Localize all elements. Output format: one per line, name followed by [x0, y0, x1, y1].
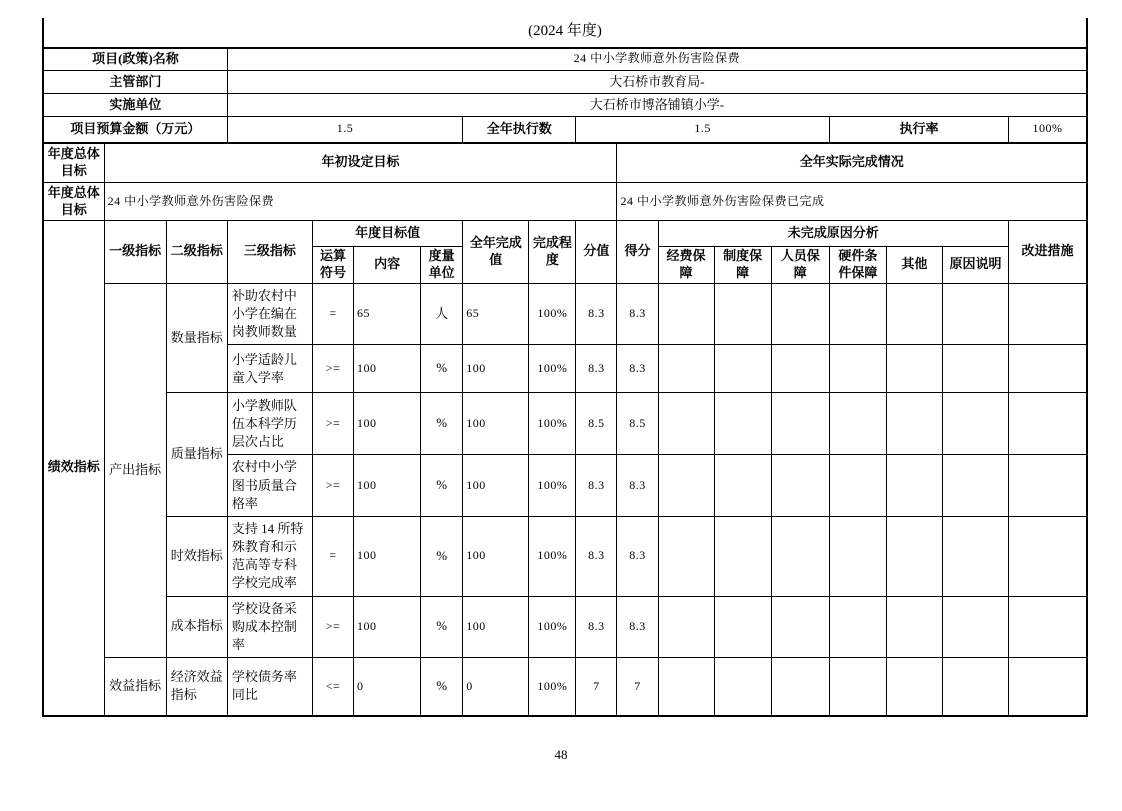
cell-improve — [1009, 393, 1087, 455]
cell-fund — [658, 596, 714, 658]
header-staff: 人员保障 — [771, 247, 829, 284]
indicator-degree: 100% — [529, 455, 576, 517]
header-content: 内容 — [354, 247, 421, 284]
header-score-got: 得分 — [617, 221, 658, 284]
cell-fund — [658, 283, 714, 345]
indicator-operator: <= — [312, 658, 353, 716]
indicator-target: 100 — [354, 596, 421, 658]
cell-hardware — [829, 345, 886, 393]
indicator-completed: 65 — [463, 283, 529, 345]
indicator-level3: 农村中小学图书质量合格率 — [227, 455, 312, 517]
cell-other — [886, 345, 942, 393]
indicator-unit: % — [421, 516, 463, 596]
cell-staff — [771, 393, 829, 455]
cell-other — [886, 596, 942, 658]
indicator-row — [43, 393, 1087, 455]
rate-value: 100% — [1009, 117, 1087, 143]
cell-system — [714, 345, 771, 393]
cell-system — [714, 455, 771, 517]
header-operator: 运算符号 — [312, 247, 353, 284]
indicator-completed: 100 — [463, 393, 529, 455]
level1-output-indicator: 产出指标 — [104, 283, 166, 657]
cell-staff — [771, 658, 829, 716]
cell-improve — [1009, 283, 1087, 345]
indicator-unit: % — [421, 596, 463, 658]
indicator-score: 7 — [576, 658, 617, 716]
indicator-level3: 小学适龄儿童入学率 — [227, 345, 312, 393]
indicator-score: 8.5 — [576, 393, 617, 455]
header-unit: 度量单位 — [421, 247, 463, 284]
indicator-unit: % — [421, 393, 463, 455]
indicator-level3: 补助农村中小学在编在岗教师数量 — [227, 283, 312, 345]
header-incomplete-group: 未完成原因分析 — [658, 221, 1009, 247]
header-hardware: 硬件条件保障 — [829, 247, 886, 284]
performance-report-table — [42, 18, 1088, 717]
indicator-unit: % — [421, 345, 463, 393]
unit-label: 实施单位 — [43, 94, 227, 117]
cell-reason — [942, 455, 1008, 517]
cell-improve — [1009, 455, 1087, 517]
indicator-score: 8.3 — [576, 283, 617, 345]
cell-fund — [658, 393, 714, 455]
header-fund: 经费保障 — [658, 247, 714, 284]
goal-actual-value: 24 中小学教师意外伤害险保费已完成 — [617, 183, 1087, 221]
level2-cost-indicator: 成本指标 — [166, 596, 227, 658]
header-level2: 二级指标 — [166, 221, 227, 284]
header-level1: 一级指标 — [104, 221, 166, 284]
header-system: 制度保障 — [714, 247, 771, 284]
cell-system — [714, 516, 771, 596]
header-reason: 原因说明 — [942, 247, 1008, 284]
indicator-row — [43, 658, 1087, 716]
indicator-operator: = — [312, 516, 353, 596]
cell-reason — [942, 596, 1008, 658]
indicator-score: 8.3 — [576, 596, 617, 658]
indicator-unit: % — [421, 455, 463, 517]
indicator-got: 8.3 — [617, 516, 658, 596]
cell-fund — [658, 516, 714, 596]
cell-fund — [658, 658, 714, 716]
budget-value: 1.5 — [227, 117, 462, 143]
cell-other — [886, 455, 942, 517]
cell-hardware — [829, 283, 886, 345]
cell-other — [886, 516, 942, 596]
exec-label: 全年执行数 — [463, 117, 576, 143]
exec-value: 1.5 — [576, 117, 829, 143]
indicator-got: 8.5 — [617, 393, 658, 455]
indicator-row — [43, 596, 1087, 658]
indicator-operator: >= — [312, 596, 353, 658]
cell-reason — [942, 516, 1008, 596]
header-level3: 三级指标 — [227, 221, 312, 284]
cell-hardware — [829, 393, 886, 455]
indicator-target: 100 — [354, 345, 421, 393]
indicator-completed: 100 — [463, 345, 529, 393]
project-name-label: 项目(政策)名称 — [43, 48, 227, 71]
cell-system — [714, 596, 771, 658]
annual-goal-label: 年度总体目标 — [43, 143, 104, 183]
indicator-degree: 100% — [529, 393, 576, 455]
goal-actual-header: 全年实际完成情况 — [617, 143, 1087, 183]
level2-quantity-indicator: 数量指标 — [166, 283, 227, 393]
level2-quality-indicator: 质量指标 — [166, 393, 227, 517]
header-other: 其他 — [886, 247, 942, 284]
indicator-completed: 100 — [463, 516, 529, 596]
cell-other — [886, 658, 942, 716]
goal-initial-header: 年初设定目标 — [104, 143, 617, 183]
cell-reason — [942, 283, 1008, 345]
unit-value: 大石桥市博洛铺镇小学- — [227, 94, 1087, 117]
project-name-value: 24 中小学教师意外伤害险保费 — [227, 48, 1087, 71]
indicator-score: 8.3 — [576, 455, 617, 517]
indicator-degree: 100% — [529, 596, 576, 658]
indicator-got: 8.3 — [617, 455, 658, 517]
header-score-full: 分值 — [576, 221, 617, 284]
cell-other — [886, 283, 942, 345]
dept-label: 主管部门 — [43, 71, 227, 94]
indicator-got: 8.3 — [617, 283, 658, 345]
cell-system — [714, 283, 771, 345]
indicator-got: 8.3 — [617, 596, 658, 658]
indicator-target: 100 — [354, 455, 421, 517]
indicator-operator: = — [312, 283, 353, 345]
cell-staff — [771, 596, 829, 658]
indicator-target: 100 — [354, 516, 421, 596]
cell-reason — [942, 393, 1008, 455]
cell-improve — [1009, 596, 1087, 658]
indicator-unit: 人 — [421, 283, 463, 345]
cell-staff — [771, 455, 829, 517]
annual-goal-label: 年度总体目标 — [43, 183, 104, 221]
cell-hardware — [829, 596, 886, 658]
indicator-operator: >= — [312, 393, 353, 455]
indicator-target: 100 — [354, 393, 421, 455]
cell-hardware — [829, 516, 886, 596]
indicator-row — [43, 516, 1087, 596]
indicator-level3: 小学教师队伍本科学历层次占比 — [227, 393, 312, 455]
cell-system — [714, 393, 771, 455]
indicator-degree: 100% — [529, 516, 576, 596]
indicator-score: 8.3 — [576, 516, 617, 596]
level2-economic-benefit-indicator: 经济效益指标 — [166, 658, 227, 716]
level1-benefit-indicator: 效益指标 — [104, 658, 166, 716]
indicator-operator: >= — [312, 455, 353, 517]
indicator-row — [43, 283, 1087, 345]
budget-label: 项目预算金额（万元） — [43, 117, 227, 143]
indicator-completed: 100 — [463, 596, 529, 658]
cell-staff — [771, 283, 829, 345]
indicator-level3: 学校债务率同比 — [227, 658, 312, 716]
indicator-degree: 100% — [529, 345, 576, 393]
cell-improve — [1009, 516, 1087, 596]
cell-hardware — [829, 658, 886, 716]
cell-reason — [942, 345, 1008, 393]
cell-improve — [1009, 345, 1087, 393]
header-completed: 全年完成值 — [463, 221, 529, 284]
cell-fund — [658, 345, 714, 393]
indicator-completed: 100 — [463, 455, 529, 517]
cell-hardware — [829, 455, 886, 517]
performance-indicator-section-label: 绩效指标 — [43, 221, 104, 716]
indicator-target: 0 — [354, 658, 421, 716]
cell-staff — [771, 345, 829, 393]
cell-system — [714, 658, 771, 716]
indicator-score: 8.3 — [576, 345, 617, 393]
dept-value: 大石桥市教育局- — [227, 71, 1087, 94]
goal-initial-value: 24 中小学教师意外伤害险保费 — [104, 183, 617, 221]
indicator-degree: 100% — [529, 283, 576, 345]
level2-timeliness-indicator: 时效指标 — [166, 516, 227, 596]
page-number: 48 — [554, 747, 568, 762]
cell-reason — [942, 658, 1008, 716]
cell-improve — [1009, 658, 1087, 716]
indicator-completed: 0 — [463, 658, 529, 716]
indicator-target: 65 — [354, 283, 421, 345]
indicator-got: 8.3 — [617, 345, 658, 393]
cell-other — [886, 393, 942, 455]
indicator-level3: 支持 14 所特殊教育和示范高等专科学校完成率 — [227, 516, 312, 596]
indicator-degree: 100% — [529, 658, 576, 716]
header-improve: 改进措施 — [1009, 221, 1087, 284]
indicator-operator: >= — [312, 345, 353, 393]
rate-label: 执行率 — [829, 117, 1008, 143]
cell-fund — [658, 455, 714, 517]
indicator-got: 7 — [617, 658, 658, 716]
indicator-unit: % — [421, 658, 463, 716]
report-year-title: (2024 年度) — [43, 18, 1087, 48]
header-degree: 完成程度 — [529, 221, 576, 284]
header-target-group: 年度目标值 — [312, 221, 462, 247]
cell-staff — [771, 516, 829, 596]
indicator-level3: 学校设备采购成本控制率 — [227, 596, 312, 658]
